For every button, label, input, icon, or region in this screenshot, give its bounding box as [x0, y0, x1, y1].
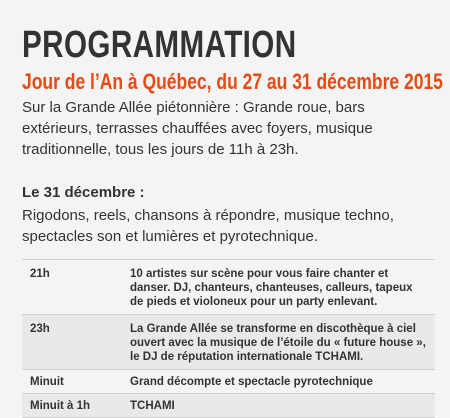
date-heading: Le 31 décembre : [22, 184, 145, 201]
schedule-time: 21h [22, 260, 122, 315]
schedule-description: La Grande Allée se transforme en discothèque à ciel ouvert avec la musique de l’étoile du « future house », le DJ de réputation internationale TCHAMI. [122, 315, 435, 370]
date-description: Rigodons, reels, chansons à répondre, musique techno, spectacles son et lumières et pyrotechnique. [22, 207, 394, 245]
schedule-time: 23h [22, 315, 122, 370]
intro-paragraph: Sur la Grande Allée piétonnière : Grande roue, bars extérieurs, terrasses chauffées avec foyers, musique traditionnelle, tous les jours de 11h à 23h. [22, 99, 373, 158]
schedule-description: TCHAMI [122, 394, 435, 418]
schedule-table [22, 259, 435, 418]
schedule-row [22, 260, 435, 315]
schedule-description: Grand décompte et spectacle pyrotechnique [122, 370, 435, 394]
event-subtitle: Jour de l’An à Québec, du 27 au 31 décembre 2015 [22, 69, 443, 94]
schedule-time: Minuit à 1h [22, 394, 122, 418]
schedule-row [22, 394, 435, 418]
schedule-description: 10 artistes sur scène pour vous faire chanter et danser. DJ, chanteurs, chanteuses, calleurs, tapeux de pieds et violoneux pour un party enlevant. [122, 260, 435, 315]
schedule-time: Minuit [22, 370, 122, 394]
schedule-row [22, 315, 435, 370]
schedule-row [22, 370, 435, 394]
page-title: PROGRAMMATION [22, 24, 297, 66]
